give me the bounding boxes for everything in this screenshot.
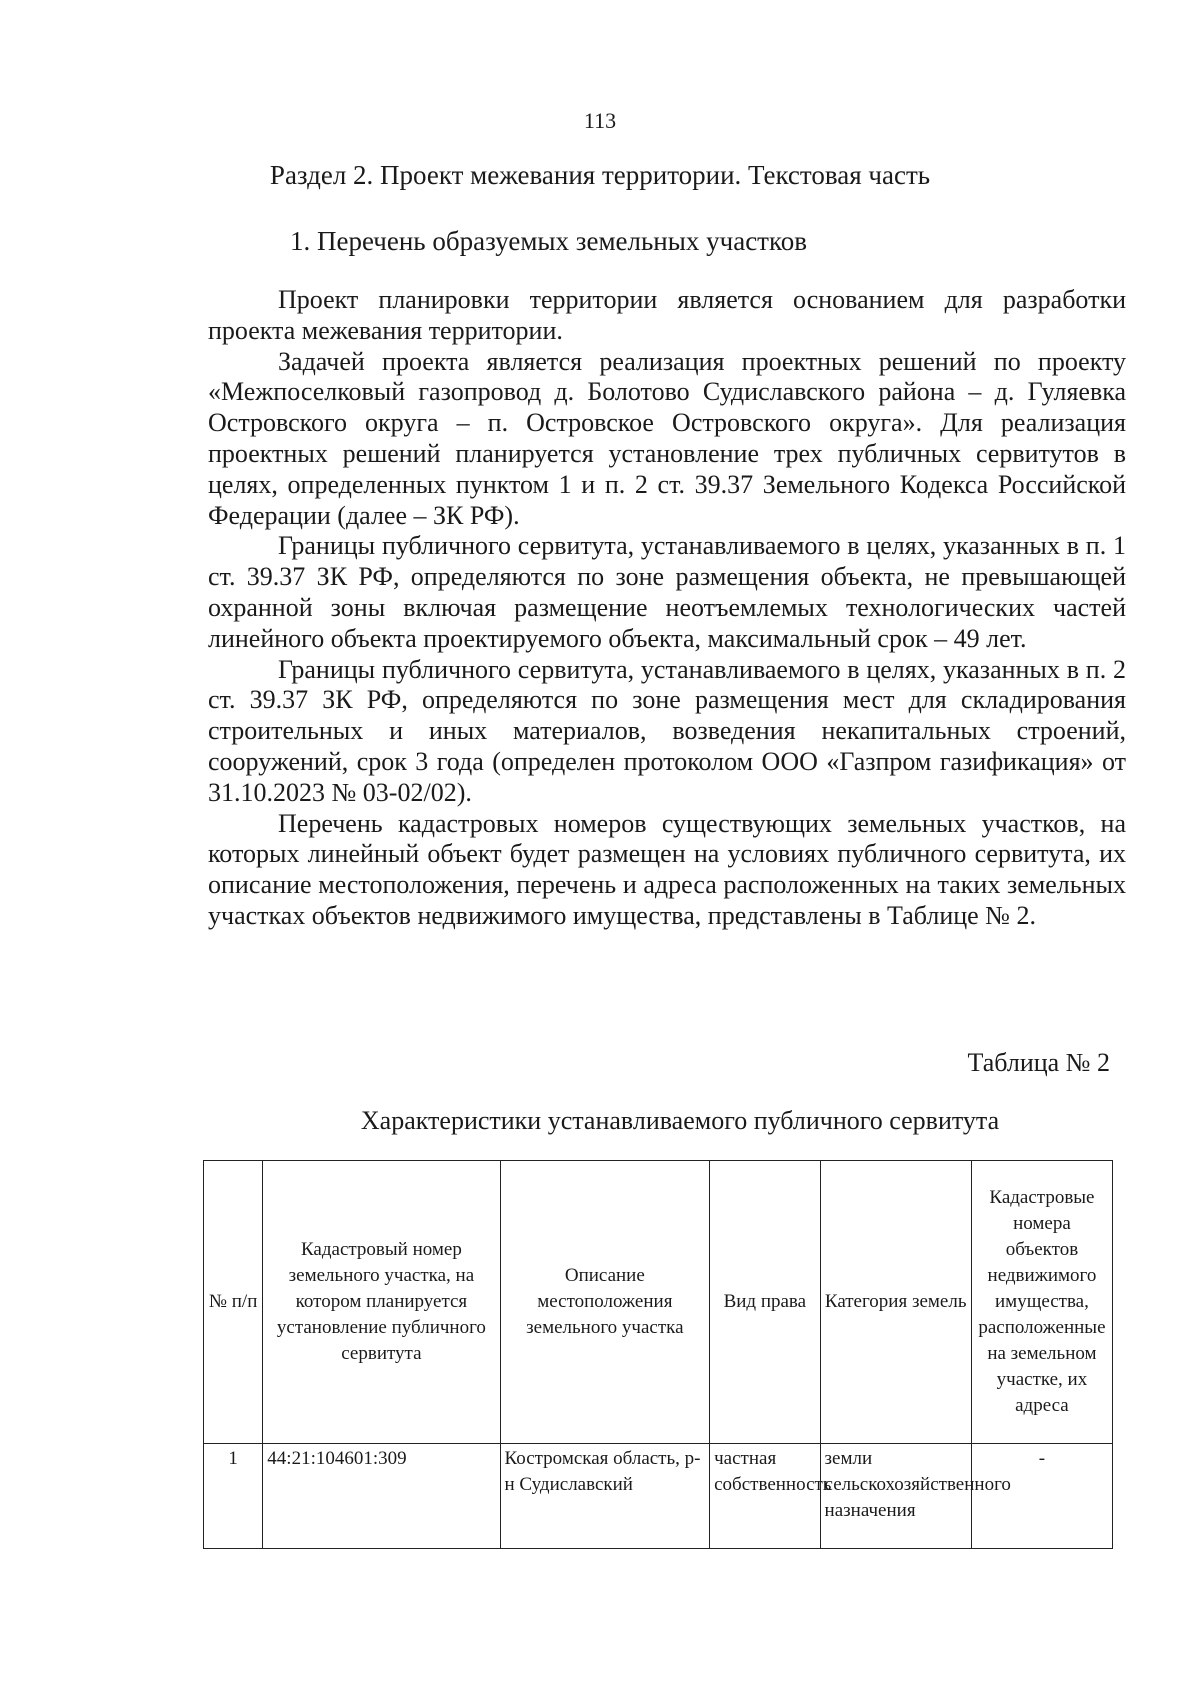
cell-location: Костромская область, р-н Судиславский [500,1444,710,1549]
body-text [208,285,1126,932]
paragraph: Проект планировки территории является основанием для разработки проекта межевания территории. [208,285,1126,345]
header-number: № п/п [204,1161,263,1444]
header-cadastral-number: Кадастровый номер земельного участка, на котором планируется установление публичного сервитута [263,1161,500,1444]
section-title: Раздел 2. Проект межевания территории. Текстовая часть [269,160,931,190]
subsection-title: 1. Перечень образуемых земельных участков [290,226,807,256]
paragraph: Границы публичного сервитута, устанавливаемого в целях, указанных в п. 1 ст. 39.37 ЗК РФ, определяются по зоне размещения объекта, не превышающей охранной зоны включая размещение неотъемлемых технологических частей линейного объекта проектируемого объекта, максимальный срок – 49 лет. [208,531,1126,653]
header-right-type: Вид права [710,1161,820,1444]
cell-cadastral-number: 44:21:104601:309 [263,1444,500,1549]
table-header-row [204,1161,1113,1444]
easement-table [203,1160,1113,1549]
paragraph: Задачей проекта является реализация проектных решений по проекту «Межпоселковый газопровод д. Болотово Судиславского района – д. Гуляевка Островского округа – п. Островское Островского округа». Для реализация проектных решений планируется установление трех публичных сервитутов в целях, определенных пунктом 1 и п. 2 ст. 39.37 Земельного Кодекса Российской Федерации (далее – ЗК РФ). [208,346,1126,530]
header-location: Описание местоположения земельного участка [500,1161,710,1444]
paragraph: Перечень кадастровых номеров существующих земельных участков, на которых линейный объект будет размещен на условиях публичного сервитута, их описание местоположения, перечень и адреса расположенных на таких земельных участках объектов недвижимого имущества, представлены в Таблице № 2. [208,808,1126,930]
table-row [204,1444,1113,1549]
cell-real-estate-objects: - [971,1444,1112,1549]
cell-right-type: частная собственность [710,1444,820,1549]
page-number: 113 [583,108,617,133]
table-title: Характеристики устанавливаемого публичного сервитута [360,1106,1000,1135]
table-number: Таблица № 2 [967,1048,1110,1077]
cell-number: 1 [204,1444,263,1549]
paragraph: Границы публичного сервитута, устанавливаемого в целях, указанных в п. 2 ст. 39.37 ЗК РФ, определяются по зоне размещения мест для складирования строительных и иных материалов, возведения некапитальных строений, сооружений, срок 3 года (определен протоколом ООО «Газпром газификация» от 31.10.2023 № 03-02/02). [208,654,1126,807]
cell-land-category: земли сельскохозяйственного назначения [820,1444,971,1549]
header-land-category: Категория земель [820,1161,971,1444]
header-real-estate-objects: Кадастровые номера объектов недвижимого имущества, расположенные на земельном участке, их адреса [971,1161,1112,1444]
